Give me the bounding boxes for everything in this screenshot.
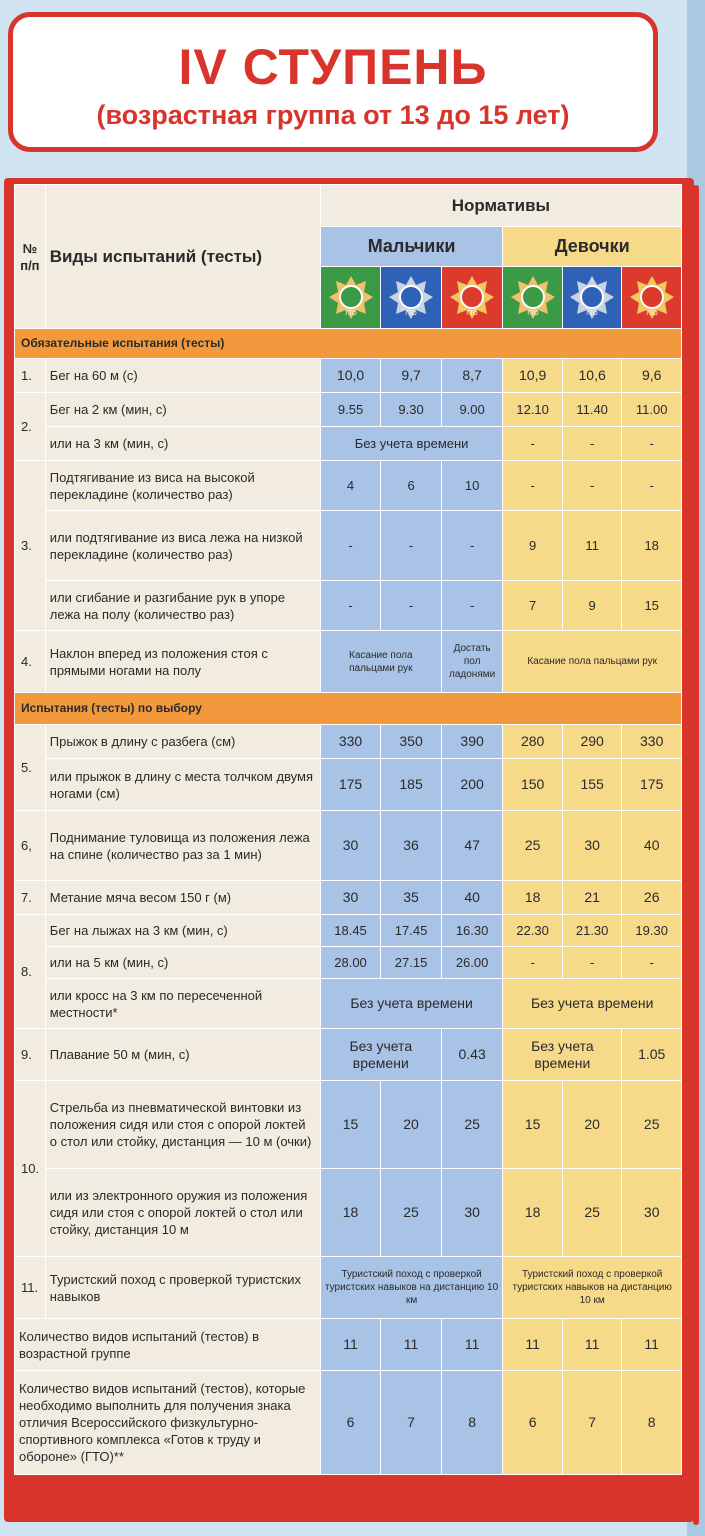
test-name: или прыжок в длину с места толчком двумя ногами (см) <box>45 759 320 811</box>
value-cell: 0.43 <box>441 1029 503 1081</box>
value-cell: - <box>562 947 622 979</box>
value-cell: 11 <box>622 1319 682 1371</box>
test-name: Бег на 2 км (мин, с) <box>45 393 320 427</box>
gto-badge-icon <box>627 273 677 323</box>
value-cell: Туристский поход с проверкой туристских навыков на дистанцию 10 км <box>320 1257 503 1319</box>
value-cell: 11 <box>441 1319 503 1371</box>
table-row <box>15 581 682 631</box>
value-cell: - <box>503 427 563 461</box>
test-name: Бег на лыжах на 3 км (мин, с) <box>45 915 320 947</box>
table-row <box>15 359 682 393</box>
value-cell: Без учета времени <box>503 979 682 1029</box>
row-num: 6, <box>15 811 46 881</box>
value-cell: 30 <box>622 1169 682 1257</box>
value-cell: Достать пол ладонями <box>441 631 503 693</box>
value-cell: 40 <box>622 811 682 881</box>
gto-badge-icon <box>508 273 558 323</box>
gto-badge-icon <box>447 273 497 323</box>
value-cell: 25 <box>441 1081 503 1169</box>
table-row <box>15 1257 682 1319</box>
norms-table-frame <box>4 178 694 1522</box>
value-cell: - <box>381 511 442 581</box>
value-cell: 1.05 <box>622 1029 682 1081</box>
value-cell: 25 <box>562 1169 622 1257</box>
test-name: или на 3 км (мин, с) <box>45 427 320 461</box>
test-name: или подтягивание из виса лежа на низкой перекладине (количество раз) <box>45 511 320 581</box>
header-num: № п/п <box>15 185 46 329</box>
value-cell: 36 <box>381 811 442 881</box>
table-row <box>15 1169 682 1257</box>
value-cell: 390 <box>441 725 503 759</box>
value-cell: 30 <box>562 811 622 881</box>
value-cell: - <box>622 461 682 511</box>
value-cell: Без учета времени <box>320 1029 441 1081</box>
gto-badge-icon <box>567 273 617 323</box>
value-cell: - <box>622 427 682 461</box>
table-row <box>15 759 682 811</box>
value-cell: 25 <box>622 1081 682 1169</box>
value-cell: 9.30 <box>381 393 442 427</box>
badge-gold-boys <box>441 267 503 329</box>
test-name: или из электронного оружия из положения сидя или стоя с опорой локтей о стол или стойку, дистанция 10 м <box>45 1169 320 1257</box>
svg-text:ГТО: ГТО <box>526 310 539 317</box>
value-cell: 40 <box>441 881 503 915</box>
value-cell: 7 <box>562 1371 622 1475</box>
value-cell: - <box>562 461 622 511</box>
value-cell: 6 <box>503 1371 563 1475</box>
value-cell: 11 <box>562 511 622 581</box>
row-num: 11. <box>15 1257 46 1319</box>
test-name: Туристский поход с проверкой туристских навыков <box>45 1257 320 1319</box>
value-cell: 47 <box>441 811 503 881</box>
badge-bronze-girls <box>503 267 563 329</box>
value-cell: 175 <box>622 759 682 811</box>
test-name: или кросс на 3 км по пересеченной местности* <box>45 979 320 1029</box>
value-cell: - <box>320 581 381 631</box>
value-cell: - <box>503 947 563 979</box>
value-cell: 280 <box>503 725 563 759</box>
value-cell: 8 <box>622 1371 682 1475</box>
value-cell: 21 <box>562 881 622 915</box>
value-cell: 20 <box>381 1081 442 1169</box>
value-cell: 11 <box>503 1319 563 1371</box>
badge-gold-girls <box>622 267 682 329</box>
value-cell: 9.00 <box>441 393 503 427</box>
row-num: 1. <box>15 359 46 393</box>
svg-text:ГТО: ГТО <box>344 310 357 317</box>
header-girls: Девочки <box>503 227 682 267</box>
gto-badge-icon <box>386 273 436 323</box>
value-cell: 11.40 <box>562 393 622 427</box>
header-tests: Виды испытаний (тесты) <box>45 185 320 329</box>
value-cell: 16.30 <box>441 915 503 947</box>
table-row <box>15 1081 682 1169</box>
table-row <box>15 915 682 947</box>
test-name: Наклон вперед из положения стоя с прямыми ногами на полу <box>45 631 320 693</box>
value-cell: Касание пола пальцами рук <box>320 631 441 693</box>
value-cell: 350 <box>381 725 442 759</box>
page-title: IV СТУПЕНЬ <box>178 39 488 95</box>
table-row <box>15 1029 682 1081</box>
value-cell: Без учета времени <box>320 979 503 1029</box>
value-cell: - <box>562 427 622 461</box>
table-row <box>15 427 682 461</box>
value-cell: 6 <box>320 1371 381 1475</box>
value-cell: 4 <box>320 461 381 511</box>
value-cell: 30 <box>441 1169 503 1257</box>
svg-text:ГТО: ГТО <box>646 310 658 317</box>
row-num: 2. <box>15 393 46 461</box>
value-cell: 15 <box>622 581 682 631</box>
value-cell: 17.45 <box>381 915 442 947</box>
value-cell: 12.10 <box>503 393 563 427</box>
value-cell: 11.00 <box>622 393 682 427</box>
table-row <box>15 881 682 915</box>
value-cell: 30 <box>320 881 381 915</box>
table-row <box>15 631 682 693</box>
header-norms: Нормативы <box>320 185 681 227</box>
table-row <box>15 461 682 511</box>
value-cell: 330 <box>622 725 682 759</box>
value-cell: 7 <box>503 581 563 631</box>
value-cell: 25 <box>503 811 563 881</box>
test-name: Количество видов испытаний (тестов), которые необходимо выполнить для получения знака отличия Всероссийского физкультурно-спортивного комплекса «Готов к труду и обороне» (ГТО)** <box>15 1371 321 1475</box>
value-cell: 9.55 <box>320 393 381 427</box>
value-cell: 175 <box>320 759 381 811</box>
value-cell: 10,6 <box>562 359 622 393</box>
row-num: 8. <box>15 915 46 1029</box>
title-card <box>8 12 658 152</box>
test-name: Стрельба из пневматической винтовки из положения сидя или стоя с опорой локтей о стол или стойку, дистанция — 10 м (очки) <box>45 1081 320 1169</box>
badge-silver-boys <box>381 267 442 329</box>
value-cell: 21.30 <box>562 915 622 947</box>
value-cell: - <box>503 461 563 511</box>
row-num: 10. <box>15 1081 46 1257</box>
section-mandatory: Обязательные испытания (тесты) <box>15 329 682 359</box>
value-cell: 20 <box>562 1081 622 1169</box>
header-boys: Мальчики <box>320 227 503 267</box>
value-cell: 18 <box>320 1169 381 1257</box>
value-cell: 10,0 <box>320 359 381 393</box>
table-row <box>15 393 682 427</box>
value-cell: 9,7 <box>381 359 442 393</box>
value-cell: 200 <box>441 759 503 811</box>
row-num: 7. <box>15 881 46 915</box>
value-cell: - <box>441 511 503 581</box>
value-cell: - <box>381 581 442 631</box>
value-cell: 9,6 <box>622 359 682 393</box>
section-optional: Испытания (тесты) по выбору <box>15 693 682 725</box>
test-name: или сгибание и разгибание рук в упоре лежа на полу (количество раз) <box>45 581 320 631</box>
value-cell: Без учета времени <box>320 427 503 461</box>
value-cell: 150 <box>503 759 563 811</box>
table-row <box>15 811 682 881</box>
norms-table <box>14 184 682 1475</box>
value-cell: 28.00 <box>320 947 381 979</box>
value-cell: Туристский поход с проверкой туристских навыков на дистанцию 10 км <box>503 1257 682 1319</box>
value-cell: 8,7 <box>441 359 503 393</box>
value-cell: 25 <box>381 1169 442 1257</box>
gto-badge-icon <box>326 273 376 323</box>
value-cell: 15 <box>503 1081 563 1169</box>
table-row <box>15 1319 682 1371</box>
svg-text:ГТО: ГТО <box>466 310 478 317</box>
value-cell: 9 <box>503 511 563 581</box>
value-cell: 18 <box>503 1169 563 1257</box>
value-cell: - <box>441 581 503 631</box>
test-name: Прыжок в длину с разбега (см) <box>45 725 320 759</box>
value-cell: 290 <box>562 725 622 759</box>
table-row <box>15 1371 682 1475</box>
test-name: Метание мяча весом 150 г (м) <box>45 881 320 915</box>
value-cell: 6 <box>381 461 442 511</box>
value-cell: 10,9 <box>503 359 563 393</box>
value-cell: 9 <box>562 581 622 631</box>
value-cell: 11 <box>320 1319 381 1371</box>
value-cell: 26.00 <box>441 947 503 979</box>
test-name: Количество видов испытаний (тестов) в возрастной группе <box>15 1319 321 1371</box>
value-cell: 27.15 <box>381 947 442 979</box>
value-cell: 18 <box>622 511 682 581</box>
page-subtitle: (возрастная группа от 13 до 15 лет) <box>96 100 570 130</box>
value-cell: 30 <box>320 811 381 881</box>
row-num: 9. <box>15 1029 46 1081</box>
value-cell: 35 <box>381 881 442 915</box>
value-cell: 18.45 <box>320 915 381 947</box>
test-name: Плавание 50 м (мин, с) <box>45 1029 320 1081</box>
value-cell: 19.30 <box>622 915 682 947</box>
test-name: Бег на 60 м (с) <box>45 359 320 393</box>
value-cell: 7 <box>381 1371 442 1475</box>
svg-text:ГТО: ГТО <box>405 310 417 317</box>
value-cell: 185 <box>381 759 442 811</box>
row-num: 4. <box>15 631 46 693</box>
value-cell: 155 <box>562 759 622 811</box>
value-cell: 22.30 <box>503 915 563 947</box>
value-cell: 8 <box>441 1371 503 1475</box>
table-row <box>15 511 682 581</box>
value-cell: - <box>622 947 682 979</box>
table-row <box>15 947 682 979</box>
badge-bronze-boys <box>320 267 381 329</box>
row-num: 5. <box>15 725 46 811</box>
value-cell: 10 <box>441 461 503 511</box>
value-cell: Без учета времени <box>503 1029 622 1081</box>
value-cell: 11 <box>381 1319 442 1371</box>
table-row <box>15 979 682 1029</box>
value-cell: 15 <box>320 1081 381 1169</box>
value-cell: Касание пола пальцами рук <box>503 631 682 693</box>
test-name: Поднимание туловища из положения лежа на спине (количество раз за 1 мин) <box>45 811 320 881</box>
test-name: Подтягивание из виса на высокой перекладине (количество раз) <box>45 461 320 511</box>
value-cell: 11 <box>562 1319 622 1371</box>
value-cell: 26 <box>622 881 682 915</box>
badge-silver-girls <box>562 267 622 329</box>
test-name: или на 5 км (мин, с) <box>45 947 320 979</box>
row-num: 3. <box>15 461 46 631</box>
svg-text:ГТО: ГТО <box>586 310 598 317</box>
table-row <box>15 725 682 759</box>
value-cell: 18 <box>503 881 563 915</box>
value-cell: - <box>320 511 381 581</box>
value-cell: 330 <box>320 725 381 759</box>
